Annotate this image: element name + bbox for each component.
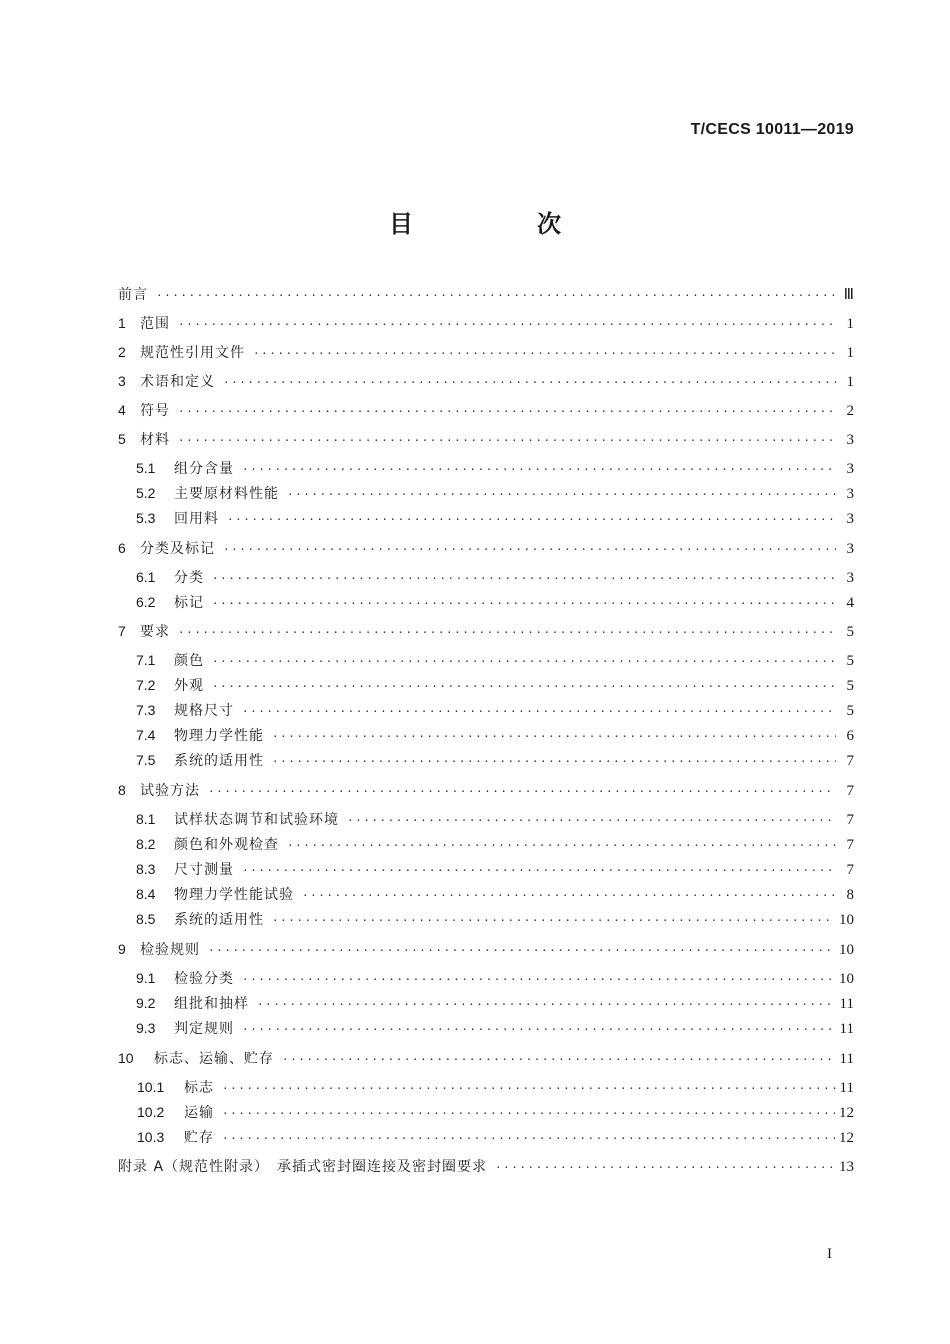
dot-leader xyxy=(287,839,836,852)
toc-entry-label: 颜色 xyxy=(174,653,204,669)
toc-entry[interactable] xyxy=(118,313,854,333)
toc-entry-label: 判定规则 xyxy=(174,1021,234,1037)
toc-entry-number: 6.1 xyxy=(136,569,156,585)
toc-entry-number: 9.2 xyxy=(136,995,156,1011)
toc-entry-number: 9.3 xyxy=(136,1020,156,1036)
dot-leader xyxy=(223,376,836,389)
dot-leader xyxy=(178,626,836,639)
toc-entry[interactable] xyxy=(118,508,854,528)
dot-leader xyxy=(272,914,835,927)
toc-entry-page: 7 xyxy=(846,837,854,853)
toc-entry[interactable] xyxy=(118,458,854,478)
toc-entry[interactable] xyxy=(118,567,854,587)
toc-entry-label: 分类 xyxy=(174,570,204,586)
dot-leader xyxy=(178,318,836,331)
toc-entry-number: 7.1 xyxy=(136,652,156,668)
toc-entry[interactable] xyxy=(118,1102,854,1122)
page-number: I xyxy=(827,1246,832,1262)
toc-entry-label: 检验规则 xyxy=(140,942,200,958)
toc-entry-number: 6.2 xyxy=(136,594,156,610)
dot-leader xyxy=(272,730,836,743)
toc-entry-label: 规范性引用文件 xyxy=(140,345,245,361)
toc-entry-label: 分类及标记 xyxy=(140,541,215,557)
toc-entry-number: 8.4 xyxy=(136,886,156,902)
toc-entry-page: 11 xyxy=(839,996,854,1012)
toc-entry-page: 3 xyxy=(846,511,854,527)
toc-entry[interactable] xyxy=(118,725,854,745)
toc-entry-label: 系统的适用性 xyxy=(174,753,264,769)
toc-entry-number: 10.2 xyxy=(137,1104,165,1120)
toc-entry-number: 3 xyxy=(118,373,126,389)
toc-entry-label: 术语和定义 xyxy=(140,374,215,390)
toc-entry-label: 回用料 xyxy=(174,511,219,527)
dot-leader xyxy=(212,680,836,693)
toc-entry-number: 7.3 xyxy=(136,702,156,718)
toc-entry-number: 9.1 xyxy=(136,970,156,986)
page-title: 目 次 xyxy=(389,210,611,238)
dot-leader xyxy=(302,889,836,902)
toc-entry-page: 5 xyxy=(846,624,854,640)
toc-entry[interactable] xyxy=(118,700,854,720)
toc-entry-label: 物理力学性能 xyxy=(174,728,264,744)
toc-entry[interactable] xyxy=(118,1156,854,1176)
toc-entry-label: 尺寸测量 xyxy=(174,862,234,878)
dot-leader xyxy=(242,973,835,986)
toc-entry[interactable] xyxy=(118,650,854,670)
dot-leader xyxy=(287,488,836,501)
toc-entry-number: 7 xyxy=(118,623,126,639)
toc-entry-label: 贮存 xyxy=(184,1130,214,1146)
toc-entry-label: 试样状态调节和试验环境 xyxy=(174,812,339,828)
toc-entry-number: 5.1 xyxy=(136,460,156,476)
dot-leader xyxy=(178,405,836,418)
toc-entry-label: 附录 A（规范性附录） 承插式密封圈连接及密封圈要求 xyxy=(118,1159,488,1175)
toc-entry-page: 11 xyxy=(839,1080,854,1096)
dot-leader xyxy=(156,289,836,302)
toc-entry-number: 10.1 xyxy=(137,1079,165,1095)
toc-entry-number: 8 xyxy=(118,782,126,798)
toc-entry-page: 10 xyxy=(839,971,854,987)
toc-entry-label: 组批和抽样 xyxy=(174,996,249,1012)
toc-entry-label: 试验方法 xyxy=(140,783,200,799)
toc-entry-page: 7 xyxy=(846,783,854,799)
toc-entry[interactable] xyxy=(118,284,854,304)
toc-entry-label: 主要原材料性能 xyxy=(174,486,279,502)
toc-entry[interactable] xyxy=(118,371,854,391)
toc-entry-number: 8.3 xyxy=(136,861,156,877)
toc-entry[interactable] xyxy=(118,675,854,695)
toc-entry-label: 运输 xyxy=(184,1105,214,1121)
toc-entry-page: 5 xyxy=(846,678,854,694)
toc-entry[interactable] xyxy=(118,939,854,959)
dot-leader xyxy=(253,347,836,360)
toc-entry-number: 4 xyxy=(118,402,126,418)
dot-leader xyxy=(208,944,835,957)
toc-entry[interactable] xyxy=(118,342,854,362)
toc-entry-page: Ⅲ xyxy=(843,287,854,303)
toc-entry-number: 8.5 xyxy=(136,911,156,927)
dot-leader xyxy=(282,1053,836,1066)
toc-entry[interactable] xyxy=(118,780,854,800)
toc-entry-number: 6 xyxy=(118,540,126,556)
toc-entry-number: 5.3 xyxy=(136,510,156,526)
toc-entry[interactable] xyxy=(118,909,854,929)
dot-leader xyxy=(257,998,836,1011)
toc-entry-number: 9 xyxy=(118,941,126,957)
dot-leader xyxy=(347,814,836,827)
toc-entry-label: 组分含量 xyxy=(174,461,234,477)
toc-entry[interactable] xyxy=(118,859,854,879)
dot-leader xyxy=(242,864,836,877)
toc-entry-label: 外观 xyxy=(174,678,204,694)
toc-entry-page: 12 xyxy=(839,1105,854,1121)
standard-code: T/CECS 10011—2019 xyxy=(690,121,854,138)
toc-entry-label: 检验分类 xyxy=(174,971,234,987)
dot-leader xyxy=(212,597,836,610)
toc-entry-label: 标志 xyxy=(184,1080,214,1096)
toc-entry-label: 范围 xyxy=(140,316,170,332)
toc-entry[interactable] xyxy=(118,429,854,449)
toc-entry-label: 材料 xyxy=(140,432,170,448)
toc-entry[interactable] xyxy=(118,1127,854,1147)
dot-leader xyxy=(272,755,836,768)
toc-entry-page: 10 xyxy=(839,912,854,928)
dot-leader xyxy=(222,1132,835,1145)
dot-leader xyxy=(178,434,836,447)
toc-entry-page: 3 xyxy=(846,461,854,477)
toc-entry-page: 4 xyxy=(846,595,854,611)
toc-entry-page: 3 xyxy=(846,486,854,502)
toc-entry-page: 11 xyxy=(839,1021,854,1037)
toc-entry-number: 8.2 xyxy=(136,836,156,852)
toc-entry[interactable] xyxy=(118,538,854,558)
toc-entry-label: 要求 xyxy=(140,624,170,640)
toc-entry-number: 10 xyxy=(118,1050,134,1066)
toc-entry-page: 10 xyxy=(839,942,854,958)
toc-entry-number: 7.4 xyxy=(136,727,156,743)
toc-entry-page: 7 xyxy=(846,753,854,769)
toc-entry-page: 7 xyxy=(846,862,854,878)
dot-leader xyxy=(242,463,836,476)
toc-entry-label: 前言 xyxy=(118,287,148,303)
toc-entry-page: 8 xyxy=(846,887,854,903)
toc-entry-label: 标记 xyxy=(174,595,204,611)
toc-entry-page: 7 xyxy=(846,812,854,828)
dot-leader xyxy=(495,1161,835,1174)
toc-entry-number: 5.2 xyxy=(136,485,156,501)
toc-entry-label: 系统的适用性 xyxy=(174,912,264,928)
dot-leader xyxy=(227,513,836,526)
toc-entry-label: 规格尺寸 xyxy=(174,703,234,719)
dot-leader xyxy=(212,572,836,585)
toc-entry-label: 符号 xyxy=(140,403,170,419)
toc-entry-label: 颜色和外观检查 xyxy=(174,837,279,853)
toc-entry-page: 2 xyxy=(846,403,854,419)
toc-entry-page: 13 xyxy=(839,1159,854,1175)
toc-entry[interactable] xyxy=(118,1048,854,1068)
toc-entry[interactable] xyxy=(118,968,854,988)
toc-entry[interactable] xyxy=(118,1077,854,1097)
toc-entry-page: 3 xyxy=(846,541,854,557)
dot-leader xyxy=(222,1107,835,1120)
toc-entry-label: 物理力学性能试验 xyxy=(174,887,294,903)
toc-entry-page: 3 xyxy=(846,570,854,586)
toc-entry[interactable] xyxy=(118,993,854,1013)
toc-entry[interactable] xyxy=(118,884,854,904)
dot-leader xyxy=(242,705,836,718)
toc-entry-page: 6 xyxy=(846,728,854,744)
toc-entry-number: 10.3 xyxy=(137,1129,165,1145)
toc-entry-page: 3 xyxy=(846,432,854,448)
toc-entry-number: 5 xyxy=(118,431,126,447)
dot-leader xyxy=(242,1023,836,1036)
toc-entry-page: 12 xyxy=(839,1130,854,1146)
toc-entry-number: 8.1 xyxy=(136,811,156,827)
toc-entry-number: 2 xyxy=(118,344,126,360)
toc-entry-label: 标志、运输、贮存 xyxy=(154,1051,274,1067)
toc-entry-page: 5 xyxy=(846,653,854,669)
toc-entry-page: 5 xyxy=(846,703,854,719)
dot-leader xyxy=(223,543,836,556)
toc-entry[interactable] xyxy=(118,750,854,770)
toc-entry[interactable] xyxy=(118,400,854,420)
toc-entry-page: 1 xyxy=(846,345,854,361)
dot-leader xyxy=(208,785,836,798)
toc-entry[interactable] xyxy=(118,483,854,503)
toc-entry-page: 1 xyxy=(846,316,854,332)
toc-entry-number: 7.2 xyxy=(136,677,156,693)
dot-leader xyxy=(222,1082,836,1095)
toc-entry-number: 7.5 xyxy=(136,752,156,768)
toc-entry[interactable] xyxy=(118,809,854,829)
dot-leader xyxy=(212,655,836,668)
toc-entry[interactable] xyxy=(118,834,854,854)
toc-entry-page: 1 xyxy=(846,374,854,390)
toc-entry[interactable] xyxy=(118,592,854,612)
toc-entry-page: 11 xyxy=(839,1051,854,1067)
toc-entry[interactable] xyxy=(118,621,854,641)
toc-entry-number: 1 xyxy=(118,315,126,331)
toc-entry[interactable] xyxy=(118,1018,854,1038)
